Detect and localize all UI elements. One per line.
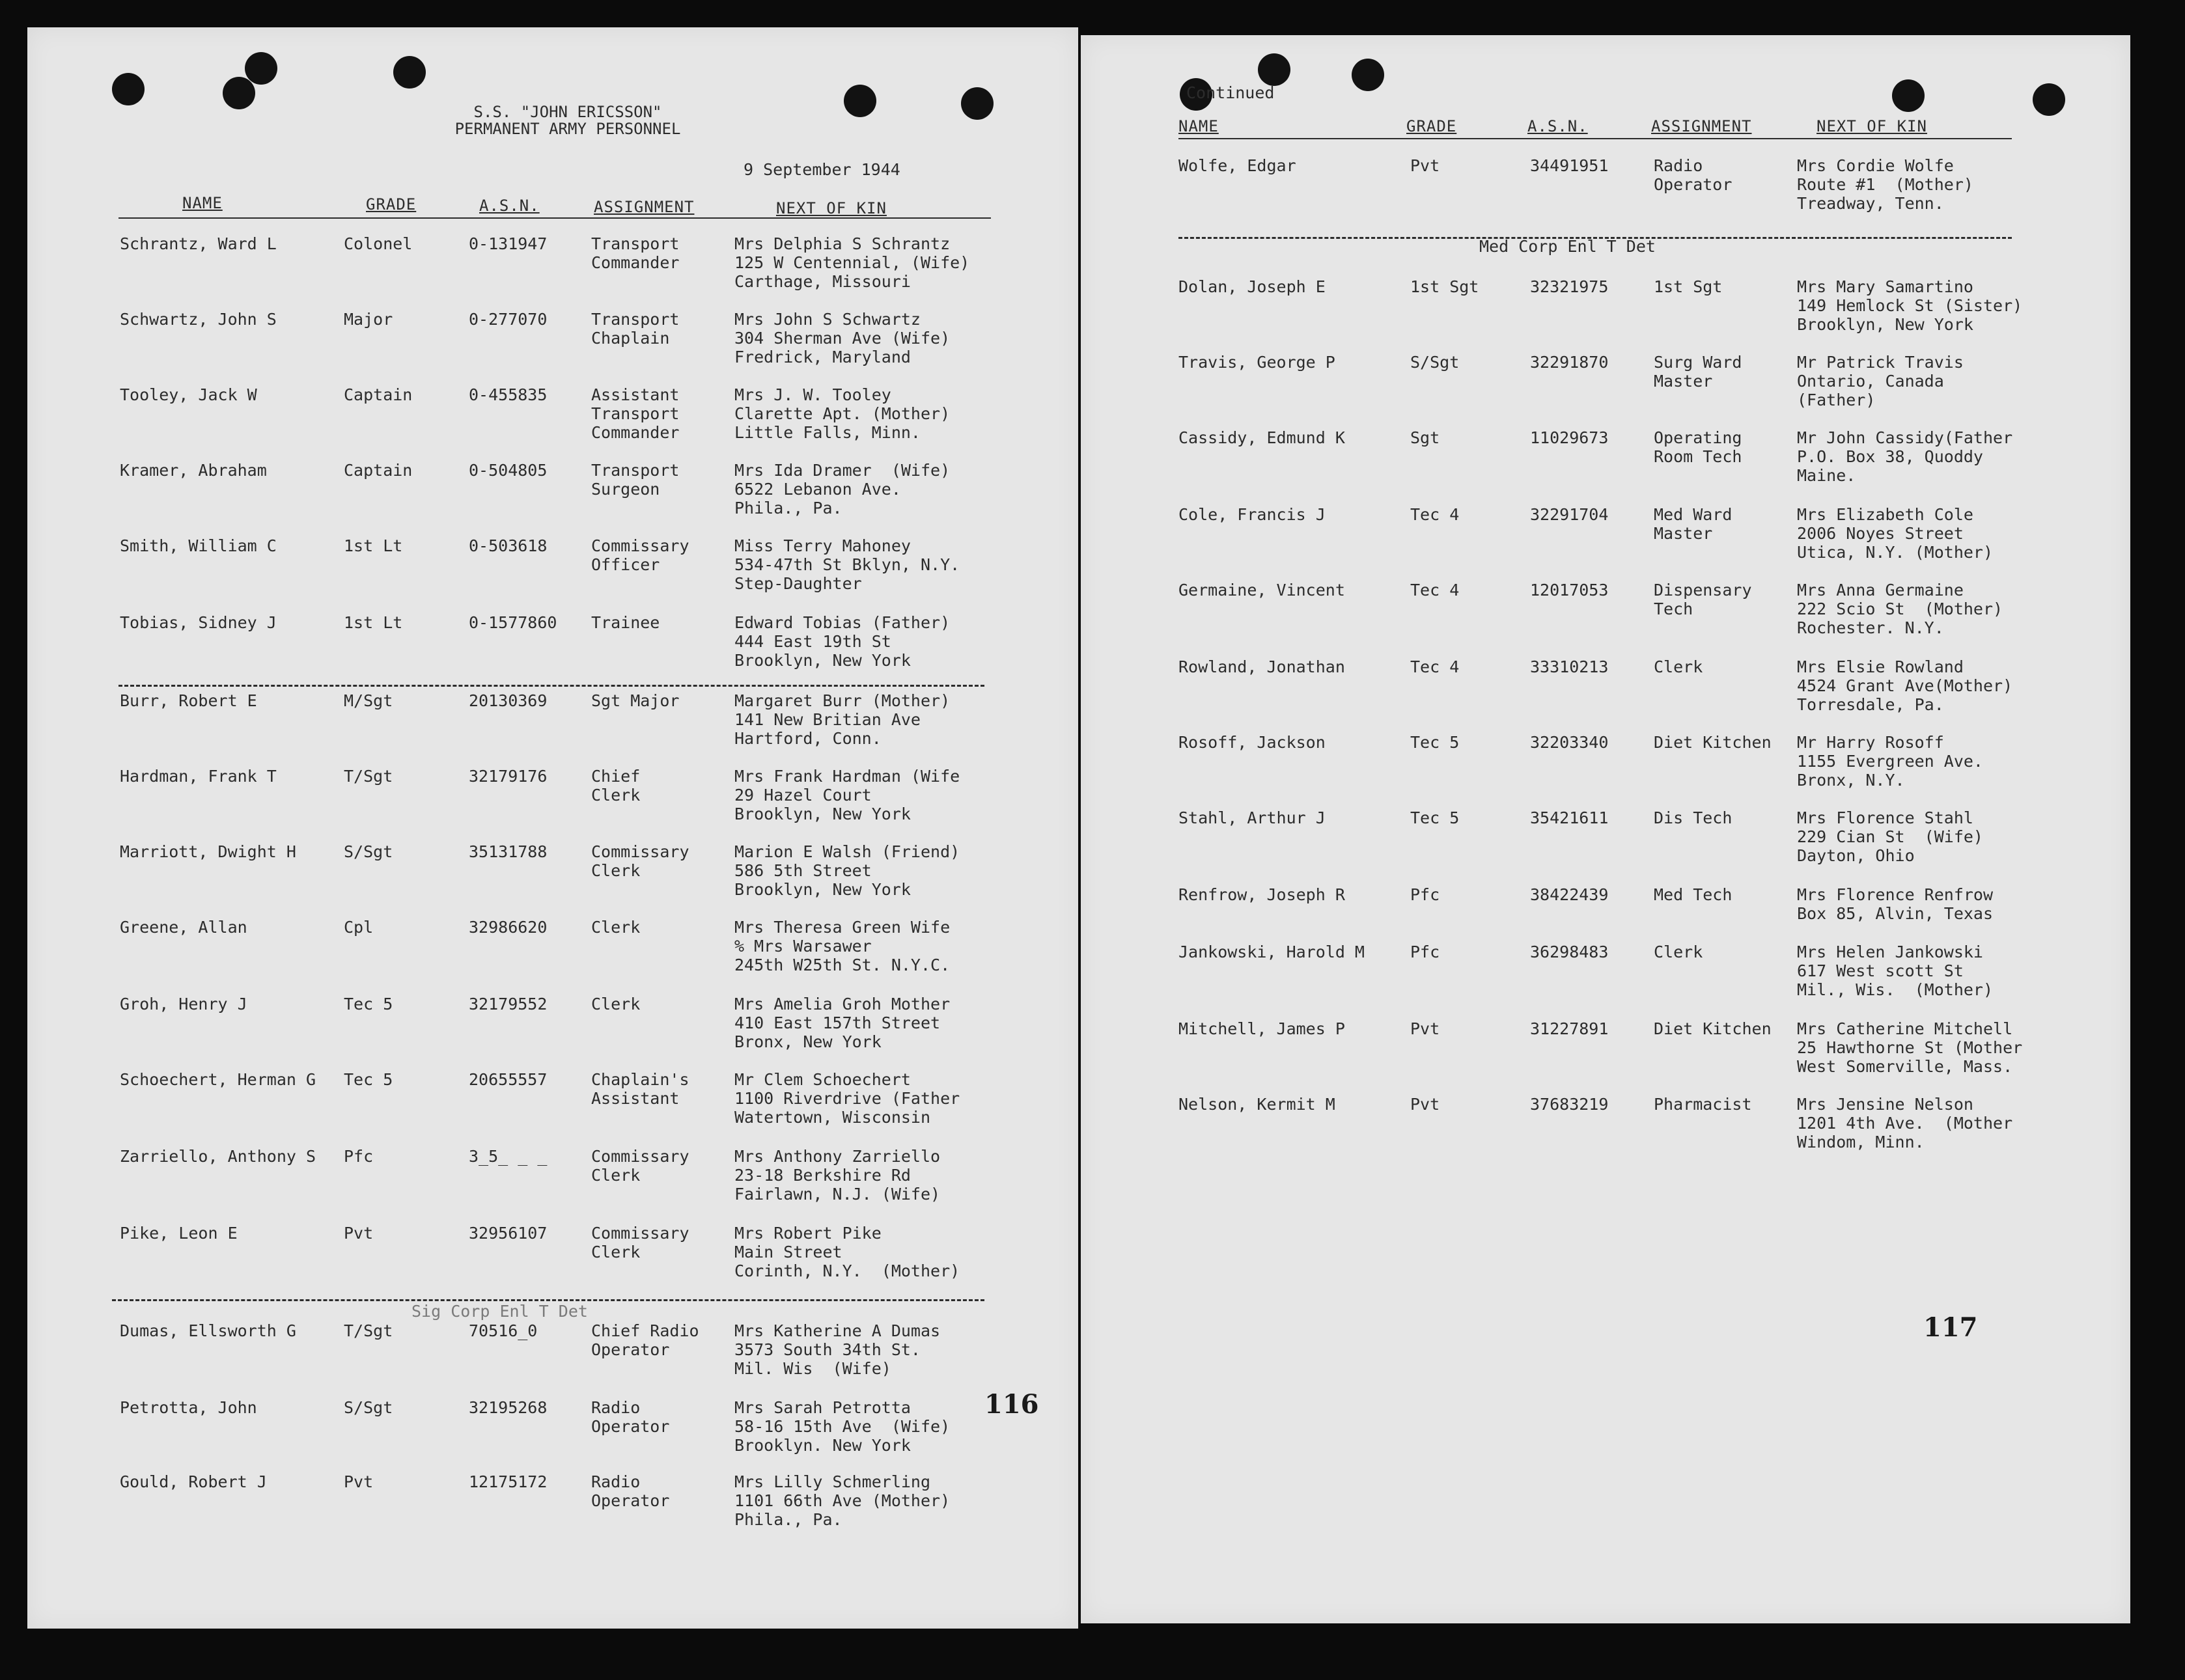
column-header-assignment: ASSIGNMENT — [1651, 117, 1752, 135]
row-next-of-kin: Mrs Delphia S Schrantz 125 W Centennial, (Wife) Carthage, Missouri — [734, 234, 970, 291]
row-name: Burr, Robert E — [120, 691, 257, 710]
row-next-of-kin: Edward Tobias (Father) 444 East 19th St Brooklyn, New York — [734, 613, 951, 670]
row-name: Tooley, Jack W — [120, 385, 257, 404]
row-name: Jankowski, Harold M — [1178, 943, 1365, 961]
document-subtitle: PERMANENT ARMY PERSONNEL — [454, 120, 681, 138]
column-header-assignment: ASSIGNMENT — [594, 198, 695, 216]
row-grade: Captain — [344, 461, 413, 480]
punch-hole — [1892, 79, 1925, 112]
row-grade: Major — [344, 310, 393, 329]
row-next-of-kin: Mrs Elizabeth Cole 2006 Noyes Street Utica, N.Y. (Mother) — [1797, 505, 1994, 562]
row-name: Tobias, Sidney J — [120, 613, 277, 632]
punch-hole — [2033, 83, 2065, 116]
section-label-med-corp: Med Corp Enl T Det — [1479, 237, 1656, 256]
left-page — [27, 27, 1078, 1629]
row-grade: Pvt — [1410, 156, 1440, 175]
row-next-of-kin: Mrs Frank Hardman (Wife 29 Hazel Court Brooklyn, New York — [734, 767, 960, 823]
row-name: Kramer, Abraham — [120, 461, 267, 480]
row-name: Schoechert, Herman G — [120, 1070, 316, 1089]
row-grade: Tec 4 — [1410, 581, 1460, 599]
row-assignment: Transport Surgeon — [591, 461, 680, 499]
row-asn: 35421611 — [1530, 808, 1609, 827]
row-next-of-kin: Mrs Jensine Nelson 1201 4th Ave. (Mother Windom, Minn. — [1797, 1095, 2013, 1151]
row-next-of-kin: Mr Harry Rosoff 1155 Evergreen Ave. Bronx, N.Y. — [1797, 733, 1983, 790]
row-grade: Sgt — [1410, 428, 1440, 447]
row-assignment: Med Ward Master — [1654, 505, 1733, 543]
row-grade: Tec 5 — [1410, 808, 1460, 827]
row-grade: Tec 4 — [1410, 505, 1460, 524]
row-grade: Pvt — [344, 1224, 374, 1243]
row-next-of-kin: Mrs Theresa Green Wife % Mrs Warsawer 245th W25th St. N.Y.C. — [734, 918, 951, 974]
row-grade: Pvt — [1410, 1095, 1440, 1114]
row-next-of-kin: Mr Clem Schoechert 1100 Riverdrive (Father Watertown, Wisconsin — [734, 1070, 960, 1127]
punch-hole — [844, 85, 876, 117]
row-name: Schwartz, John S — [120, 310, 277, 329]
row-asn: 36298483 — [1530, 943, 1609, 961]
row-grade: S/Sgt — [1410, 353, 1460, 372]
row-asn: 32195268 — [469, 1398, 548, 1417]
row-name: Gould, Robert J — [120, 1472, 267, 1491]
row-grade: Cpl — [344, 918, 374, 937]
row-next-of-kin: Mrs Robert Pike Main Street Corinth, N.Y. (Mother) — [734, 1224, 960, 1280]
row-name: Hardman, Frank T — [120, 767, 277, 786]
row-asn: 31227891 — [1530, 1019, 1609, 1038]
row-asn: 35131788 — [469, 842, 548, 861]
row-grade: T/Sgt — [344, 1321, 393, 1340]
row-grade: Tec 5 — [1410, 733, 1460, 752]
row-assignment: Commissary Officer — [591, 536, 689, 574]
row-asn: 0-455835 — [469, 385, 548, 404]
row-name: Marriott, Dwight H — [120, 842, 296, 861]
row-assignment: Commissary Clerk — [591, 842, 689, 880]
row-asn: 32203340 — [1530, 733, 1609, 752]
row-next-of-kin: Mrs Sarah Petrotta 58-16 15th Ave (Wife) Brooklyn. New York — [734, 1398, 951, 1455]
row-next-of-kin: Miss Terry Mahoney 534-47th St Bklyn, N.Y. Step-Daughter — [734, 536, 960, 593]
row-next-of-kin: Mr Patrick Travis Ontario, Canada (Father) — [1797, 353, 1964, 409]
page-number: 117 — [1923, 1312, 1978, 1343]
row-name: Renfrow, Joseph R — [1178, 885, 1345, 904]
row-asn: 20655557 — [469, 1070, 548, 1089]
row-assignment: Operating Room Tech — [1654, 428, 1742, 466]
row-name: Mitchell, James P — [1178, 1019, 1345, 1038]
section-divider — [118, 685, 984, 687]
row-assignment: Trainee — [591, 613, 660, 632]
row-assignment: Clerk — [1654, 657, 1703, 676]
punch-hole — [393, 56, 426, 89]
document-title: S.S. "JOHN ERICSSON" — [473, 103, 662, 121]
row-asn: 0-1577860 — [469, 613, 557, 632]
row-assignment: Radio Operator — [591, 1472, 670, 1510]
punch-hole — [1258, 53, 1290, 86]
row-assignment: Dis Tech — [1654, 808, 1733, 827]
row-name: Wolfe, Edgar — [1178, 156, 1296, 175]
row-grade: 1st Sgt — [1410, 277, 1479, 296]
row-assignment: 1st Sgt — [1654, 277, 1723, 296]
row-grade: Pfc — [344, 1147, 374, 1166]
row-grade: S/Sgt — [344, 1398, 393, 1417]
row-next-of-kin: Mrs Florence Stahl 229 Cian St (Wife) Dayton, Ohio — [1797, 808, 1983, 865]
punch-hole — [112, 73, 145, 105]
row-name: Greene, Allan — [120, 918, 247, 937]
row-asn: 0-504805 — [469, 461, 548, 480]
row-name: Groh, Henry J — [120, 995, 247, 1013]
row-asn: 32986620 — [469, 918, 548, 937]
column-header-next-of-kin: NEXT OF KIN — [1816, 117, 1927, 135]
row-asn: 3_5_ _ _ — [469, 1147, 548, 1166]
row-name: Schrantz, Ward L — [120, 234, 277, 253]
row-next-of-kin: Mrs Helen Jankowski 617 West scott St Mil., Wis. (Mother) — [1797, 943, 1994, 999]
row-name: Nelson, Kermit M — [1178, 1095, 1335, 1114]
column-header-next-of-kin: NEXT OF KIN — [776, 199, 887, 217]
document-date: 9 September 1944 — [744, 160, 900, 179]
column-header-grade: GRADE — [366, 195, 417, 213]
section-label-sig-corp: Sig Corp Enl T Det — [411, 1302, 588, 1321]
row-grade: Pvt — [344, 1472, 374, 1491]
row-asn: 32179552 — [469, 995, 548, 1013]
row-assignment: Chief Radio Operator — [591, 1321, 699, 1359]
header-rule — [1178, 138, 2012, 139]
row-assignment: Clerk — [1654, 943, 1703, 961]
row-assignment: Diet Kitchen — [1654, 1019, 1772, 1038]
row-asn: 38422439 — [1530, 885, 1609, 904]
row-assignment: Commissary Clerk — [591, 1147, 689, 1185]
row-asn: 32291870 — [1530, 353, 1609, 372]
row-next-of-kin: Mrs Katherine A Dumas 3573 South 34th St. Mil. Wis (Wife) — [734, 1321, 941, 1378]
row-grade: Colonel — [344, 234, 413, 253]
row-asn: 37683219 — [1530, 1095, 1609, 1114]
row-assignment: Assistant Transport Commander — [591, 385, 680, 442]
row-asn: 11029673 — [1530, 428, 1609, 447]
row-asn: 12017053 — [1530, 581, 1609, 599]
punch-hole — [245, 52, 277, 85]
row-grade: Pfc — [1410, 885, 1440, 904]
row-grade: M/Sgt — [344, 691, 393, 710]
row-asn: 32321975 — [1530, 277, 1609, 296]
row-assignment: Transport Commander — [591, 234, 680, 272]
row-grade: Tec 4 — [1410, 657, 1460, 676]
row-name: Petrotta, John — [120, 1398, 257, 1417]
row-asn: 34491951 — [1530, 156, 1609, 175]
row-name: Travis, George P — [1178, 353, 1335, 372]
row-grade: 1st Lt — [344, 613, 403, 632]
row-next-of-kin: Mrs Elsie Rowland 4524 Grant Ave(Mother) Torresdale, Pa. — [1797, 657, 2013, 714]
right-page — [1081, 35, 2130, 1623]
row-name: Pike, Leon E — [120, 1224, 238, 1243]
row-next-of-kin: Margaret Burr (Mother) 141 New Britian Ave Hartford, Conn. — [734, 691, 951, 748]
row-grade: Tec 5 — [344, 1070, 393, 1089]
row-name: Rowland, Jonathan — [1178, 657, 1345, 676]
row-name: Smith, William C — [120, 536, 277, 555]
column-header-name: NAME — [1178, 117, 1219, 135]
row-next-of-kin: Mrs Mary Samartino 149 Hemlock St (Sister) Brooklyn, New York — [1797, 277, 2023, 334]
row-assignment: Chaplain's Assistant — [591, 1070, 689, 1108]
row-assignment: Radio Operator — [1654, 156, 1733, 194]
row-name: Cassidy, Edmund K — [1178, 428, 1345, 447]
column-header-grade: GRADE — [1406, 117, 1457, 135]
row-grade: Captain — [344, 385, 413, 404]
row-next-of-kin: Mrs Anna Germaine 222 Scio St (Mother) Rochester. N.Y. — [1797, 581, 2003, 637]
row-name: Rosoff, Jackson — [1178, 733, 1326, 752]
punch-hole — [1352, 59, 1384, 91]
row-asn: 32179176 — [469, 767, 548, 786]
column-header-asn: A.S.N. — [1527, 117, 1588, 135]
row-next-of-kin: Mrs Anthony Zarriello 23-18 Berkshire Rd Fairlawn, N.J. (Wife) — [734, 1147, 941, 1204]
row-name: Dolan, Joseph E — [1178, 277, 1326, 296]
row-asn: 0-131947 — [469, 234, 548, 253]
section-divider — [112, 1299, 984, 1301]
row-asn: 12175172 — [469, 1472, 548, 1491]
row-next-of-kin: Mrs John S Schwartz 304 Sherman Ave (Wife) Fredrick, Maryland — [734, 310, 951, 366]
row-assignment: Med Tech — [1654, 885, 1733, 904]
row-next-of-kin: Mrs Ida Dramer (Wife) 6522 Lebanon Ave. Phila., Pa. — [734, 461, 951, 517]
column-header-name: NAME — [182, 194, 223, 212]
row-asn: 32956107 — [469, 1224, 548, 1243]
row-next-of-kin: Mr John Cassidy(Father P.O. Box 38, Quoddy Maine. — [1797, 428, 2013, 485]
row-assignment: Dispensary Tech — [1654, 581, 1752, 618]
row-asn: 0-503618 — [469, 536, 548, 555]
row-next-of-kin: Mrs Cordie Wolfe Route #1 (Mother) Treadway, Tenn. — [1797, 156, 1973, 213]
row-assignment: Diet Kitchen — [1654, 733, 1772, 752]
row-grade: Pvt — [1410, 1019, 1440, 1038]
row-assignment: Surg Ward Master — [1654, 353, 1742, 391]
row-next-of-kin: Mrs Lilly Schmerling 1101 66th Ave (Mother) Phila., Pa. — [734, 1472, 951, 1529]
row-name: Dumas, Ellsworth G — [120, 1321, 296, 1340]
row-next-of-kin: Mrs Amelia Groh Mother 410 East 157th Street Bronx, New York — [734, 995, 951, 1051]
row-asn: 32291704 — [1530, 505, 1609, 524]
row-grade: S/Sgt — [344, 842, 393, 861]
row-name: Germaine, Vincent — [1178, 581, 1345, 599]
column-header-asn: A.S.N. — [479, 197, 540, 215]
row-name: Zarriello, Anthony S — [120, 1147, 316, 1166]
punch-hole — [223, 77, 255, 109]
page-number: 116 — [984, 1389, 1039, 1420]
row-assignment: Pharmacist — [1654, 1095, 1752, 1114]
row-assignment: Clerk — [591, 918, 641, 937]
row-grade: Pfc — [1410, 943, 1440, 961]
row-next-of-kin: Mrs Catherine Mitchell 25 Hawthorne St (Mother West Somerville, Mass. — [1797, 1019, 2023, 1076]
row-grade: 1st Lt — [344, 536, 403, 555]
row-assignment: Radio Operator — [591, 1398, 670, 1436]
row-asn: 0-277070 — [469, 310, 548, 329]
row-next-of-kin: Marion E Walsh (Friend) 586 5th Street Brooklyn, New York — [734, 842, 960, 899]
row-assignment: Chief Clerk — [591, 767, 641, 805]
row-next-of-kin: Mrs J. W. Tooley Clarette Apt. (Mother) Little Falls, Minn. — [734, 385, 951, 442]
punch-hole — [961, 87, 994, 120]
row-assignment: Commissary Clerk — [591, 1224, 689, 1261]
row-next-of-kin: Mrs Florence Renfrow Box 85, Alvin, Texas — [1797, 885, 1994, 923]
row-name: Cole, Francis J — [1178, 505, 1326, 524]
row-name: Stahl, Arthur J — [1178, 808, 1326, 827]
row-assignment: Clerk — [591, 995, 641, 1013]
continued-label: Continued — [1186, 83, 1275, 102]
row-assignment: Sgt Major — [591, 691, 680, 710]
row-assignment: Transport Chaplain — [591, 310, 680, 348]
row-asn: 33310213 — [1530, 657, 1609, 676]
row-grade: T/Sgt — [344, 767, 393, 786]
row-asn: 20130369 — [469, 691, 548, 710]
row-grade: Tec 5 — [344, 995, 393, 1013]
row-asn: 70516_0 — [469, 1321, 538, 1340]
header-rule — [118, 217, 991, 219]
